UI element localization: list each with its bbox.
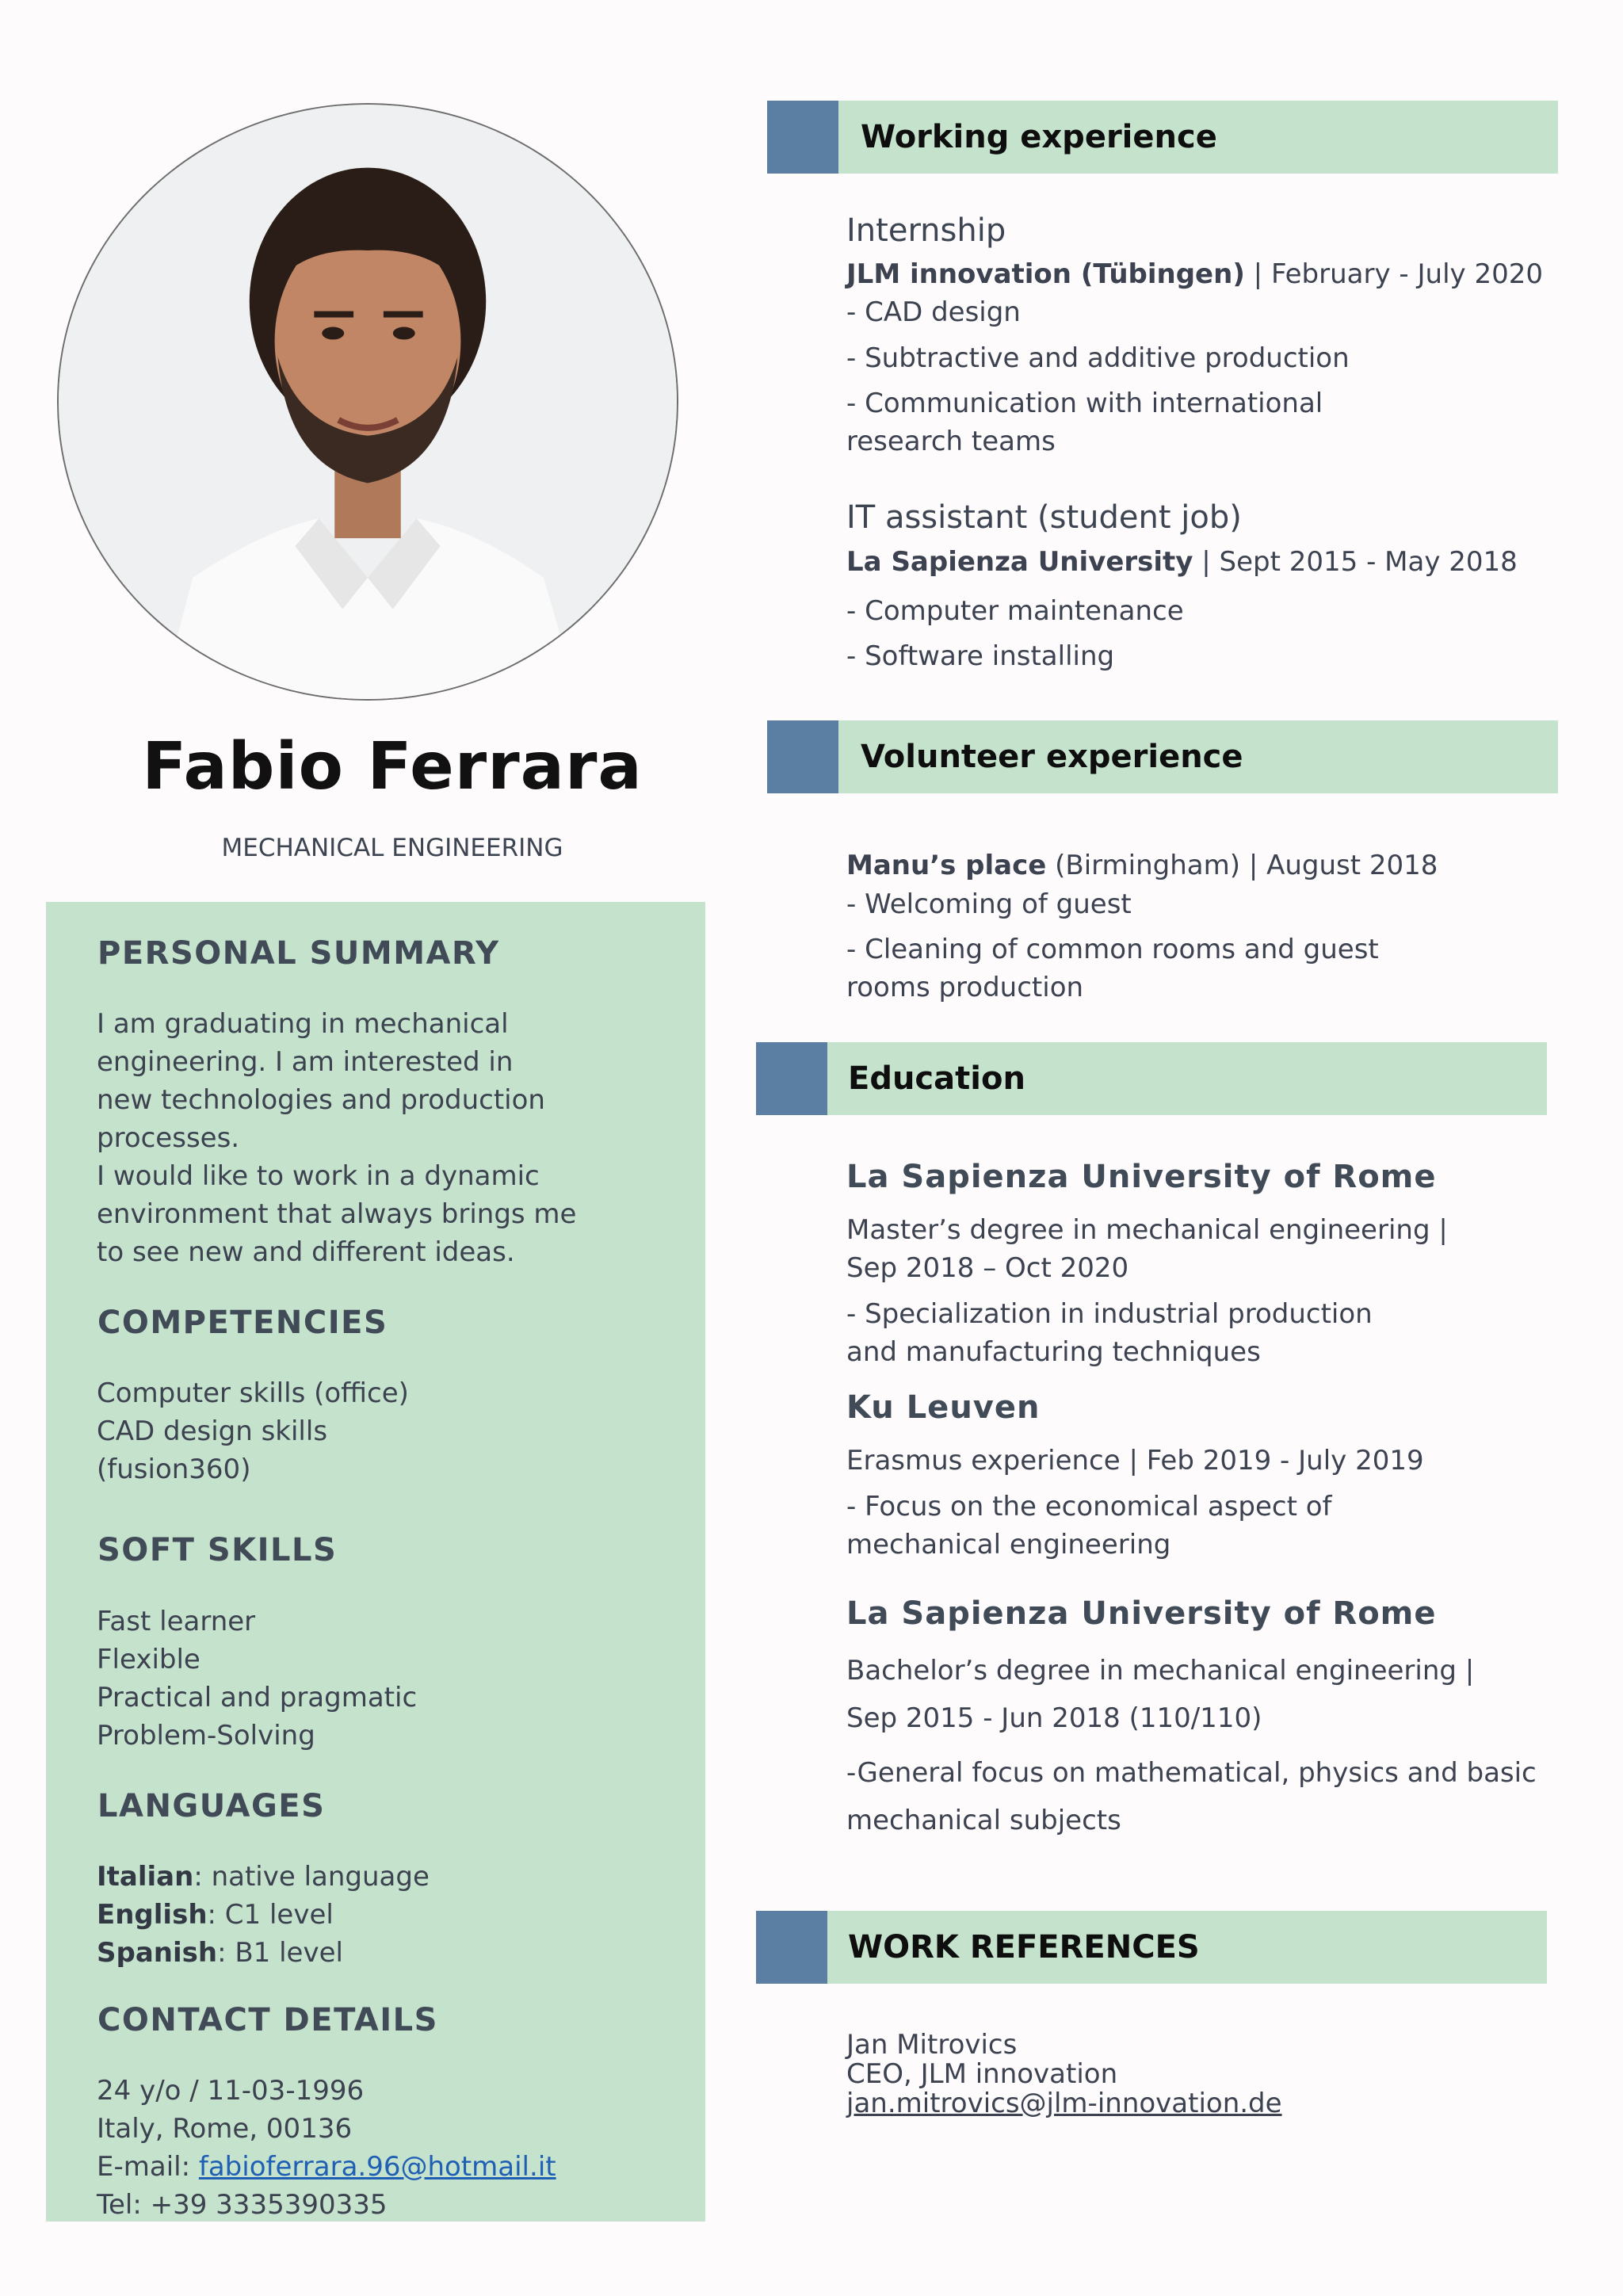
section-marker	[756, 1042, 827, 1115]
education-line: -General focus on mathematical, physics and basic	[846, 1757, 1537, 1789]
language-name: Italian	[97, 1861, 194, 1893]
soft-skills-heading: SOFT SKILLS	[97, 1532, 338, 1568]
education-line: Erasmus experience | Feb 2019 - July 2019	[846, 1445, 1424, 1477]
summary-line: I would like to work in a dynamic	[97, 1160, 540, 1192]
summary-line: processes.	[97, 1122, 240, 1154]
candidate-role: MECHANICAL ENGINEERING	[221, 834, 563, 862]
school-name: La Sapienza University of Rome	[846, 1159, 1437, 1195]
language-item	[97, 1896, 430, 1934]
address: Italy, Rome, 00136	[97, 2113, 353, 2145]
reference-name: Jan Mitrovics	[846, 2029, 1018, 2061]
age-birthdate: 24 y/o / 11-03-1996	[97, 2075, 365, 2107]
education-line: mechanical subjects	[846, 1805, 1121, 1836]
languages-list	[97, 1858, 430, 1972]
working-experience-header	[767, 101, 1558, 174]
job-bullet: - CAD design	[846, 296, 1021, 328]
soft-skill-item: Flexible	[97, 1644, 200, 1675]
job-bullet: - Subtractive and additive production	[846, 342, 1350, 374]
summary-line: I am graduating in mechanical	[97, 1008, 509, 1040]
education-line: Bachelor’s degree in mechanical engineering |	[846, 1655, 1475, 1687]
competency-item: CAD design skills	[97, 1415, 328, 1447]
summary-heading: PERSONAL SUMMARY	[97, 935, 500, 972]
section-marker	[767, 101, 838, 174]
email-row	[97, 2148, 556, 2186]
volunteer-bullet: rooms production	[846, 972, 1084, 1003]
email-link[interactable]: fabioferrara.96@hotmail.it	[198, 2151, 556, 2183]
competency-item: (fusion360)	[97, 1454, 251, 1485]
reference-position: CEO, JLM innovation	[846, 2058, 1118, 2090]
language-level: : C1 level	[207, 1899, 334, 1931]
contact-heading: CONTACT DETAILS	[97, 2002, 438, 2038]
school-name: Ku Leuven	[846, 1389, 1041, 1426]
education-line: Master’s degree in mechanical engineering |	[846, 1214, 1448, 1246]
job-title: IT assistant (student job)	[846, 499, 1242, 536]
competencies-list	[97, 1374, 409, 1488]
job-title: Internship	[846, 212, 1006, 249]
competencies-heading: COMPETENCIES	[97, 1305, 388, 1341]
job-bullet: research teams	[846, 426, 1056, 457]
job-period: | February - July 2020	[1244, 258, 1543, 290]
profile-photo	[57, 103, 678, 701]
job-employer: La Sapienza University	[846, 546, 1193, 578]
language-level: : native language	[193, 1861, 430, 1893]
soft-skills-list	[97, 1603, 417, 1755]
job-bullet: - Communication with international	[846, 388, 1323, 419]
section-marker	[756, 1911, 827, 1984]
language-level: : B1 level	[217, 1937, 343, 1969]
volunteer-org-row	[846, 850, 1438, 881]
school-name: La Sapienza University of Rome	[846, 1595, 1437, 1632]
education-line: Sep 2015 - Jun 2018 (110/110)	[846, 1702, 1262, 1734]
summary-text	[97, 1005, 576, 1271]
job-employer-row	[846, 258, 1543, 290]
reference-email-link[interactable]: jan.mitrovics@jlm-innovation.de	[846, 2088, 1282, 2119]
soft-skill-item: Problem-Solving	[97, 1720, 315, 1752]
candidate-name: Fabio Ferrara	[142, 729, 643, 804]
volunteer-bullet: - Welcoming of guest	[846, 888, 1132, 920]
volunteer-org: Manu’s place	[846, 850, 1047, 881]
summary-line: new technologies and production	[97, 1084, 545, 1116]
summary-line: environment that always brings me	[97, 1198, 577, 1230]
languages-heading: LANGUAGES	[97, 1788, 326, 1824]
volunteer-experience-heading: Volunteer experience	[861, 739, 1243, 775]
sidebar-panel	[46, 902, 705, 2222]
email-label: E-mail:	[97, 2151, 199, 2183]
job-bullet: - Software installing	[846, 640, 1115, 672]
job-employer: JLM innovation (Tübingen)	[846, 258, 1245, 290]
working-experience-heading: Working experience	[861, 119, 1217, 155]
phone: Tel: +39 3335390335	[97, 2189, 388, 2221]
education-line: Sep 2018 – Oct 2020	[846, 1252, 1129, 1284]
language-item	[97, 1934, 430, 1972]
job-employer-row	[846, 546, 1518, 578]
volunteer-detail: (Birmingham) | August 2018	[1046, 850, 1438, 881]
soft-skill-item: Practical and pragmatic	[97, 1682, 418, 1713]
education-header	[756, 1042, 1547, 1115]
education-line: - Focus on the economical aspect of	[846, 1491, 1332, 1522]
job-bullet: - Computer maintenance	[846, 595, 1184, 627]
summary-line: engineering. I am interested in	[97, 1046, 514, 1078]
education-line: mechanical engineering	[846, 1529, 1171, 1561]
soft-skill-item: Fast learner	[97, 1606, 256, 1637]
language-name: English	[97, 1899, 208, 1931]
education-line: - Specialization in industrial production	[846, 1298, 1373, 1330]
competency-item: Computer skills (office)	[97, 1377, 409, 1409]
contact-details	[97, 2072, 556, 2224]
job-period: | Sept 2015 - May 2018	[1193, 546, 1518, 578]
volunteer-bullet: - Cleaning of common rooms and guest	[846, 934, 1379, 965]
work-references-heading: WORK REFERENCES	[848, 1929, 1200, 1966]
volunteer-experience-header	[767, 720, 1558, 793]
summary-line: to see new and different ideas.	[97, 1236, 515, 1268]
language-name: Spanish	[97, 1937, 218, 1969]
work-references-header	[756, 1911, 1547, 1984]
education-heading: Education	[848, 1060, 1025, 1097]
education-line: and manufacturing techniques	[846, 1336, 1261, 1368]
section-marker	[767, 720, 838, 793]
language-item	[97, 1858, 430, 1896]
